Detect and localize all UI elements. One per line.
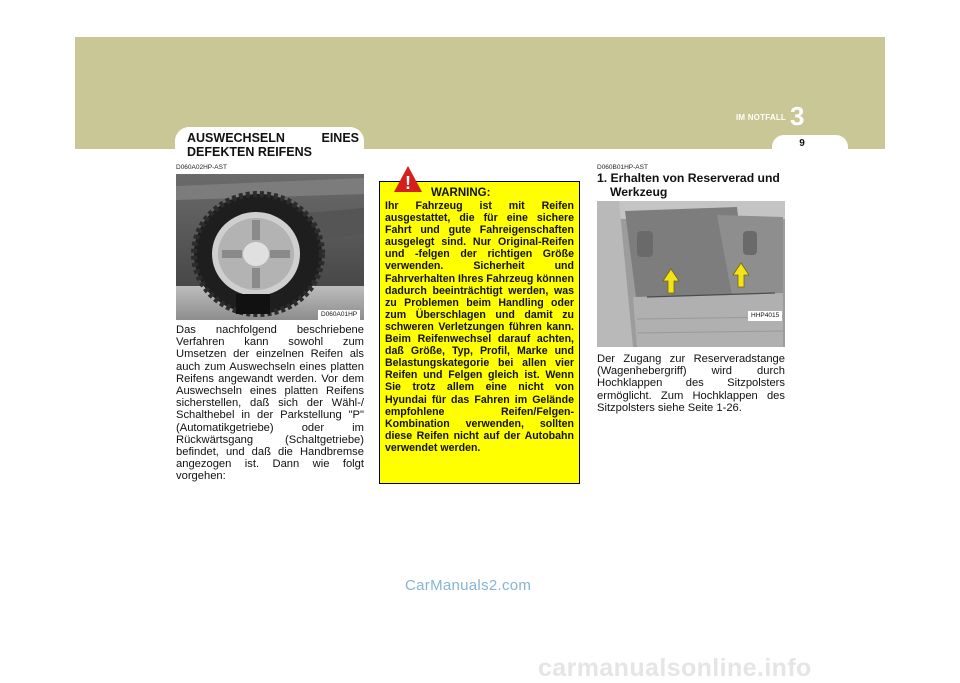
subsection-heading [597,171,787,199]
seat-photo [597,201,785,347]
subsection-heading-line1: 1. Erhalten von Reserverad und [597,171,780,185]
section-title: AUSWECHSELN EINES DEFEKTEN REIFENS [187,131,359,159]
seat-photo-caption: HHP4015 [748,311,782,321]
page-number: 9 [799,138,805,149]
chapter-title: IM NOTFALL [736,113,786,122]
page-number-tab [772,135,848,159]
subsection-heading-line2: Werkzeug [610,185,668,199]
tire-photo-caption: D060A01HP [318,310,360,320]
access-paragraph: Der Zugang zur Reserveradstange (Wagenhebergriff) wird durch Hochklappen des Sitzpolsters ermöglicht. Zum Hochklappen des Sitzpolsters siehe Seite 1-26. [597,353,785,414]
footer-brand: carmanualsonline.info [538,654,812,682]
watermark-link[interactable]: CarManuals2.com [405,577,532,594]
section-code: D060A02HP-AST [176,164,227,171]
warning-text: Ihr Fahrzeug ist mit Reifen ausgestattet, die für eine sichere Fahrt und gute Fahreigenschaften ausgelegt sind. Nur Original-Reifen und -felgen der richtigen Größe verwenden. Sicherheit und Fahrverhalten Ihres Fahrzeug können dadurch beeinträchtigt werden, was zu Problemen beim Handling oder zum Überschlagen und damit zu schweren Verletzungen führen kann. Beim Reifenwechsel darauf achten, daß Größe, Typ, Profil, Marke und Belastungskategorie bei allen vier Reifen und Felgen gleich ist. Wenn Sie trotz allem eine nicht von Hyundai für das Fahren im Gelände empfohlene Reifen/Felgen-Kombination verwenden, sollten diese Reifen nicht auf der Autobahn verwendet werden. [385,200,574,454]
intro-paragraph: Das nachfolgend beschriebene Verfahren kann sowohl zum Umsetzen der einzelnen Reifen als auch zum Auswechseln eines platten Reifens angewandt werden. Vor dem Auswechseln eines platten Reifens sicherstellen, daß sich der Wähl-/ Schalthebel in der Parkstellung "P" (Automatikgetriebe) oder im Rückwärtsgang (Schaltgetriebe) befindet, und daß die Handbremse angezogen ist. Dann wie folgt vorgehen: [176,324,364,483]
subsection-code: D060B01HP-AST [597,164,648,171]
warning-triangle-icon [393,165,423,193]
tire-photo [176,174,364,320]
chapter-number: 3 [790,101,805,131]
warning-heading: WARNING: [431,187,491,199]
warning-symbol: ! [405,173,411,193]
